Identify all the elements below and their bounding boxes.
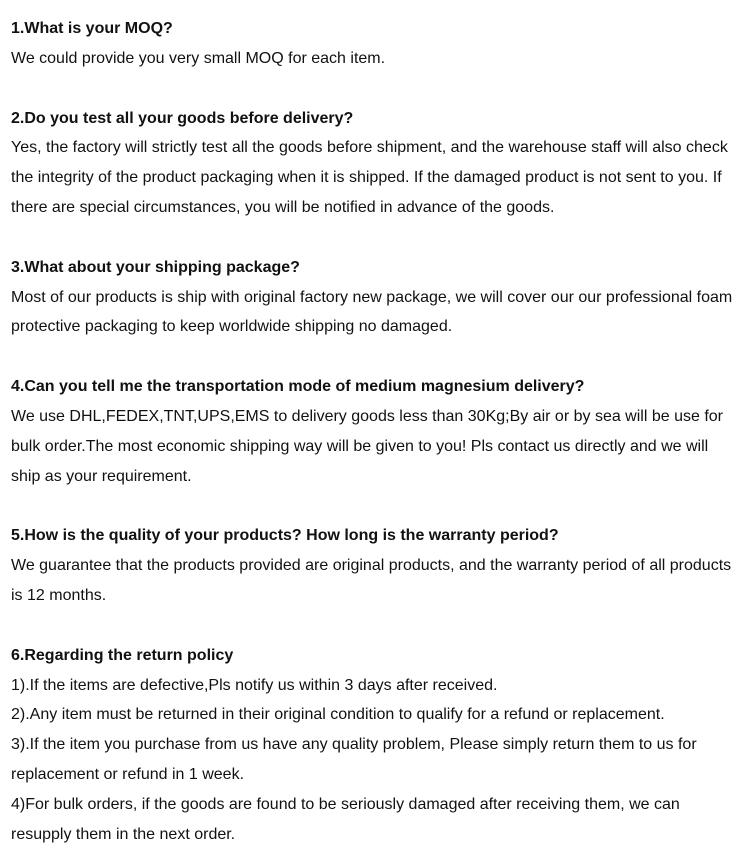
faq-question: 5.How is the quality of your products? How long is the warranty period? — [11, 527, 559, 545]
faq-answer-paragraph: 4)For bulk orders, if the goods are found to be seriously damaged after receiving them, we can resupply them in the next order. — [11, 795, 680, 843]
faq-question: 3.What about your shipping package? — [11, 258, 300, 276]
faq-question: 6.Regarding the return policy — [11, 646, 234, 664]
faq-question: 2.Do you test all your goods before delivery? — [11, 109, 354, 127]
faq-question: 4.Can you tell me the transportation mode of medium magnesium delivery? — [11, 378, 585, 396]
faq-item-quality-warranty — [11, 521, 736, 610]
faq-item-testing — [11, 104, 736, 223]
faq-item-shipping-package — [11, 253, 736, 342]
faq-answer — [11, 283, 736, 343]
faq-answer-paragraph: We could provide you very small MOQ for each item. — [11, 49, 386, 67]
faq-answer-paragraph: 1).If the items are defective,Pls notify us within 3 days after received. — [11, 676, 498, 694]
faq-answer — [11, 671, 736, 850]
faq-answer — [11, 551, 736, 611]
faq-item-return-policy — [11, 641, 736, 850]
faq-item-transportation — [11, 372, 736, 491]
faq-answer-paragraph: We guarantee that the products provided are original products, and the warranty period of all products is 12 months. — [11, 557, 732, 604]
faq-item-moq — [11, 14, 736, 74]
faq-answer — [11, 402, 736, 491]
faq-answer-paragraph: 3).If the item you purchase from us have any quality problem, Please simply return them to us for replacement or refund in 1 week. — [11, 736, 697, 783]
faq-answer-paragraph: Most of our products is ship with original factory new package, we will cover our our professional foam protective packaging to keep worldwide shipping no damaged. — [11, 288, 733, 336]
faq-answer-paragraph: 2).Any item must be returned in their original condition to qualify for a refund or replacement. — [11, 706, 665, 724]
faq-answer — [11, 133, 736, 222]
faq-answer — [11, 44, 736, 74]
faq-answer-paragraph: Yes, the factory will strictly test all the goods before shipment, and the warehouse staff will also check the integrity of the product packaging when it is shipped. If the damaged product is not sent to you. If there are special circumstances, you will be notified in advance of the goods. — [11, 139, 728, 216]
faq-question: 1.What is your MOQ? — [11, 20, 173, 37]
faq-answer-paragraph: We use DHL,FEDEX,TNT,UPS,EMS to delivery goods less than 30Kg;By air or by sea will be use for bulk order.The most economic shipping way will be given to you! Pls contact us directly and we will ship as your requirement. — [11, 407, 723, 485]
